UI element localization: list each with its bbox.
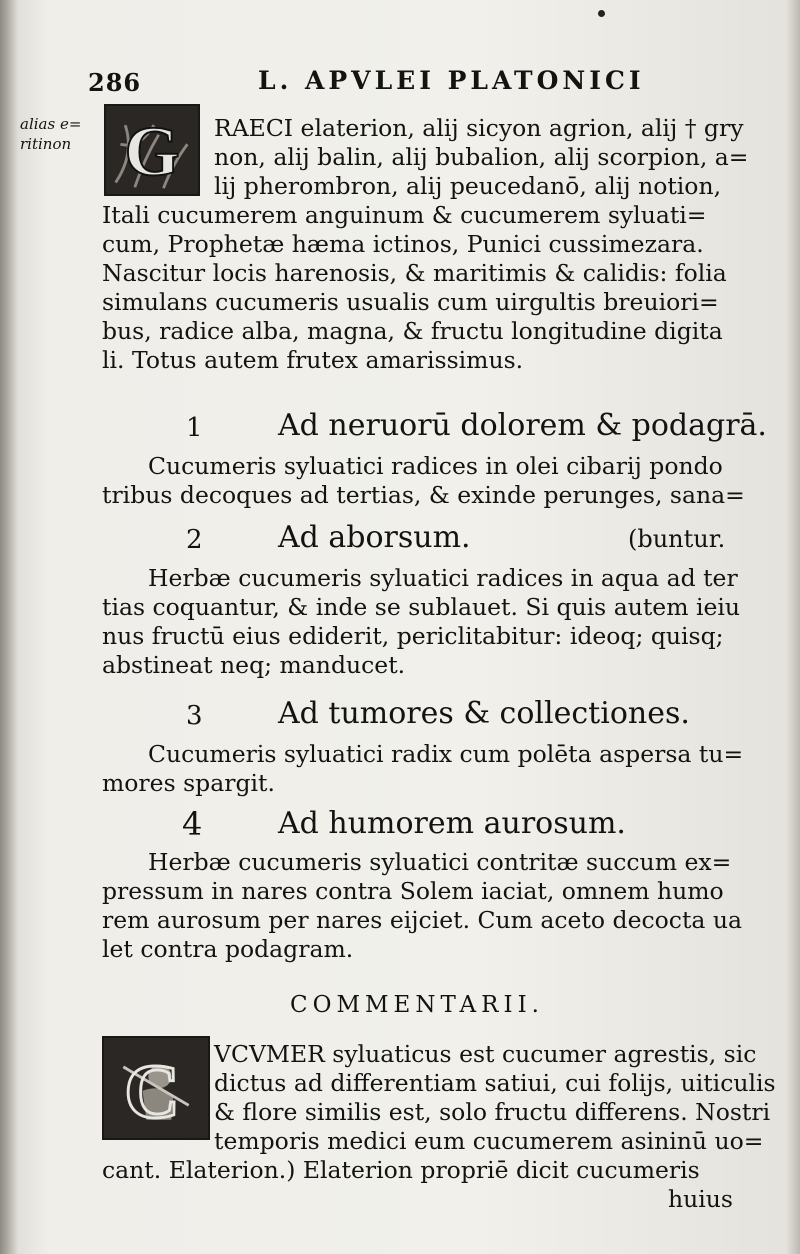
intro-paragraph — [96, 114, 749, 375]
page-number: 286 — [88, 68, 142, 97]
text-line: li. Totus autem frutex amarissimus. — [102, 346, 524, 374]
section-heading: Ad tumores & collectiones. — [278, 696, 690, 731]
text-line: non, alij balin, alij bubalion, alij scorpion, a= — [214, 143, 749, 171]
text-line: tribus decoques ad tertias, & exinde perunges, sana= — [102, 481, 745, 509]
section-number: 2 — [186, 525, 203, 555]
hyphen-carryover: (buntur. — [628, 525, 726, 553]
text-line: cant. Elaterion.) Elaterion propriē dicit cucumeris — [102, 1156, 700, 1184]
text-line: abstineat neq; manducet. — [102, 651, 406, 679]
section-number: 4 — [182, 805, 203, 843]
ink-dot — [598, 10, 605, 17]
text-line: tias coquantur, & inde se sublauet. Si quis autem ieiu — [102, 593, 741, 621]
text-line: Cucumeris syluatici radices in olei cibarij pondo — [148, 452, 723, 480]
text-line: bus, radice alba, magna, & fructu longitudine digita — [102, 317, 723, 345]
text-line: let contra podagram. — [102, 935, 354, 963]
text-line: rem aurosum per nares eijciet. Cum aceto decocta ua — [102, 906, 743, 934]
section-heading: Ad neruorū dolorem & podagrā. — [278, 408, 767, 443]
commentarii-heading: COMMENTARII. — [290, 992, 544, 1018]
text-line: Herbæ cucumeris syluatici radices in aqua ad ter — [148, 564, 738, 592]
section-4-text — [102, 848, 752, 964]
gutter-shadow — [0, 0, 18, 1254]
svg-text:C: C — [124, 1047, 180, 1134]
text-line: VCVMER syluaticus est cucumer agrestis, sic — [214, 1040, 757, 1068]
text-line: Cucumeris syluatici radix cum polēta aspersa tu= — [148, 740, 744, 768]
text-line: cum, Prophetæ hæma ictinos, Punici cussimezara. — [102, 230, 704, 258]
text-line: & flore similis est, solo fructu differens. Nostri — [214, 1098, 771, 1126]
margin-note-line: alias e= — [20, 115, 82, 133]
text-line: Nascitur locis harenosis, & maritimis & calidis: folia — [102, 259, 727, 287]
page-header — [88, 60, 768, 100]
catchword: huius — [668, 1185, 733, 1213]
text-line: nus fructū eius ediderit, periclitabitur: ideoq; quisq; — [102, 622, 724, 650]
page-edge-shadow — [786, 0, 800, 1254]
text-line: RAECI elaterion, alij sicyon agrion, alij † gry — [214, 114, 744, 142]
section-heading: Ad aborsum. — [278, 520, 471, 555]
text-line: mores spargit. — [102, 769, 275, 797]
svg-text:G: G — [124, 112, 180, 191]
section-1-text — [102, 452, 752, 510]
text-line: simulans cucumeris usualis cum uirgultis breuiori= — [102, 288, 719, 316]
section-number: 1 — [186, 413, 203, 443]
running-head: L. APVLEI PLATONICI — [258, 66, 645, 95]
margin-note — [20, 114, 100, 154]
text-line: Herbæ cucumeris syluatici contritæ succum ex= — [148, 848, 732, 876]
section-3-text — [102, 740, 752, 798]
commentarii-text — [102, 1040, 776, 1214]
section-number: 3 — [186, 701, 203, 731]
section-heading: Ad humorem aurosum. — [278, 806, 626, 841]
text-line: Itali cucumerem anguinum & cucumerem syluati= — [102, 201, 707, 229]
text-line: lij pherombron, alij peucedanō, alij notion, — [214, 172, 722, 200]
text-line: pressum in nares contra Solem iaciat, omnem humo — [102, 877, 724, 905]
text-line: dictus ad differentiam satiui, cui folijs, uiticulis — [214, 1069, 776, 1097]
text-line: temporis medici eum cucumerem asininū uo= — [214, 1127, 764, 1155]
margin-note-line: ritinon — [20, 135, 72, 153]
section-2-text — [102, 564, 752, 680]
